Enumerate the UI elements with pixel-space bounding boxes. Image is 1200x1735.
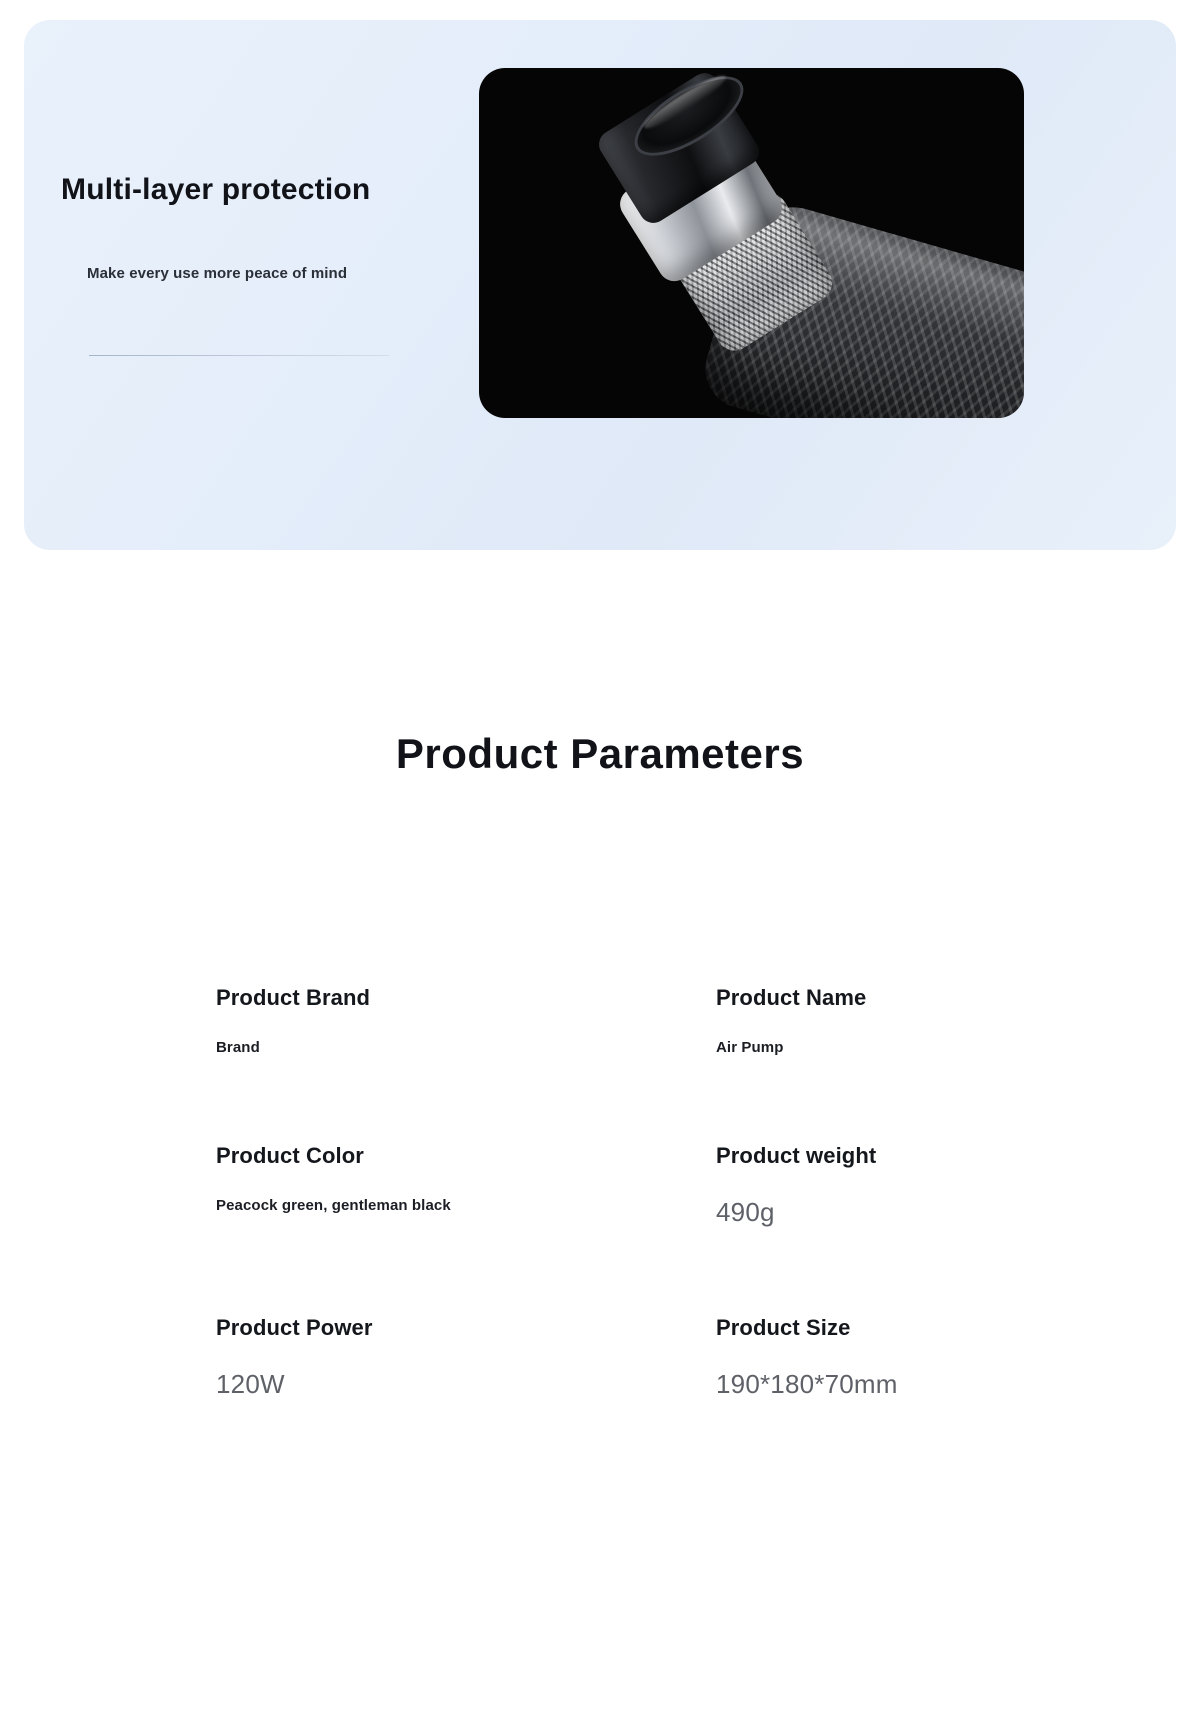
parameter-product-name xyxy=(716,985,1046,1056)
hero-banner xyxy=(24,20,1176,550)
parameters-row xyxy=(216,1315,1046,1400)
parameter-label: Product Brand xyxy=(216,985,371,1010)
parameter-label: Product Name xyxy=(716,985,867,1010)
parameter-product-power xyxy=(216,1315,716,1400)
parameter-product-color xyxy=(216,1143,716,1228)
parameter-label: Product weight xyxy=(716,1143,877,1168)
hero-subtitle: Make every use more peace of mind xyxy=(87,265,348,282)
parameter-value: 490g xyxy=(716,1197,775,1227)
parameters-grid xyxy=(216,985,1046,1487)
parameter-value: Air Pump xyxy=(716,1039,784,1056)
parameter-product-brand xyxy=(216,985,716,1056)
parameter-value: Peacock green, gentleman black xyxy=(216,1197,451,1214)
parameter-label: Product Color xyxy=(216,1143,364,1168)
parameters-row xyxy=(216,985,1046,1056)
parameter-product-size xyxy=(716,1315,1046,1400)
parameter-product-weight xyxy=(716,1143,1046,1228)
parameter-value: 120W xyxy=(216,1369,285,1399)
parameter-value: 190*180*70mm xyxy=(716,1369,898,1399)
parameter-label: Product Power xyxy=(216,1315,373,1340)
parameter-value: Brand xyxy=(216,1039,260,1056)
hero-title: Multi-layer protection xyxy=(61,173,371,206)
parameters-row xyxy=(216,1143,1046,1228)
parameter-label: Product Size xyxy=(716,1315,851,1340)
parameters-heading: Product Parameters xyxy=(395,730,805,777)
product-photo xyxy=(479,68,1024,418)
product-photo-illustration xyxy=(479,68,1024,418)
hero-divider xyxy=(89,355,389,356)
